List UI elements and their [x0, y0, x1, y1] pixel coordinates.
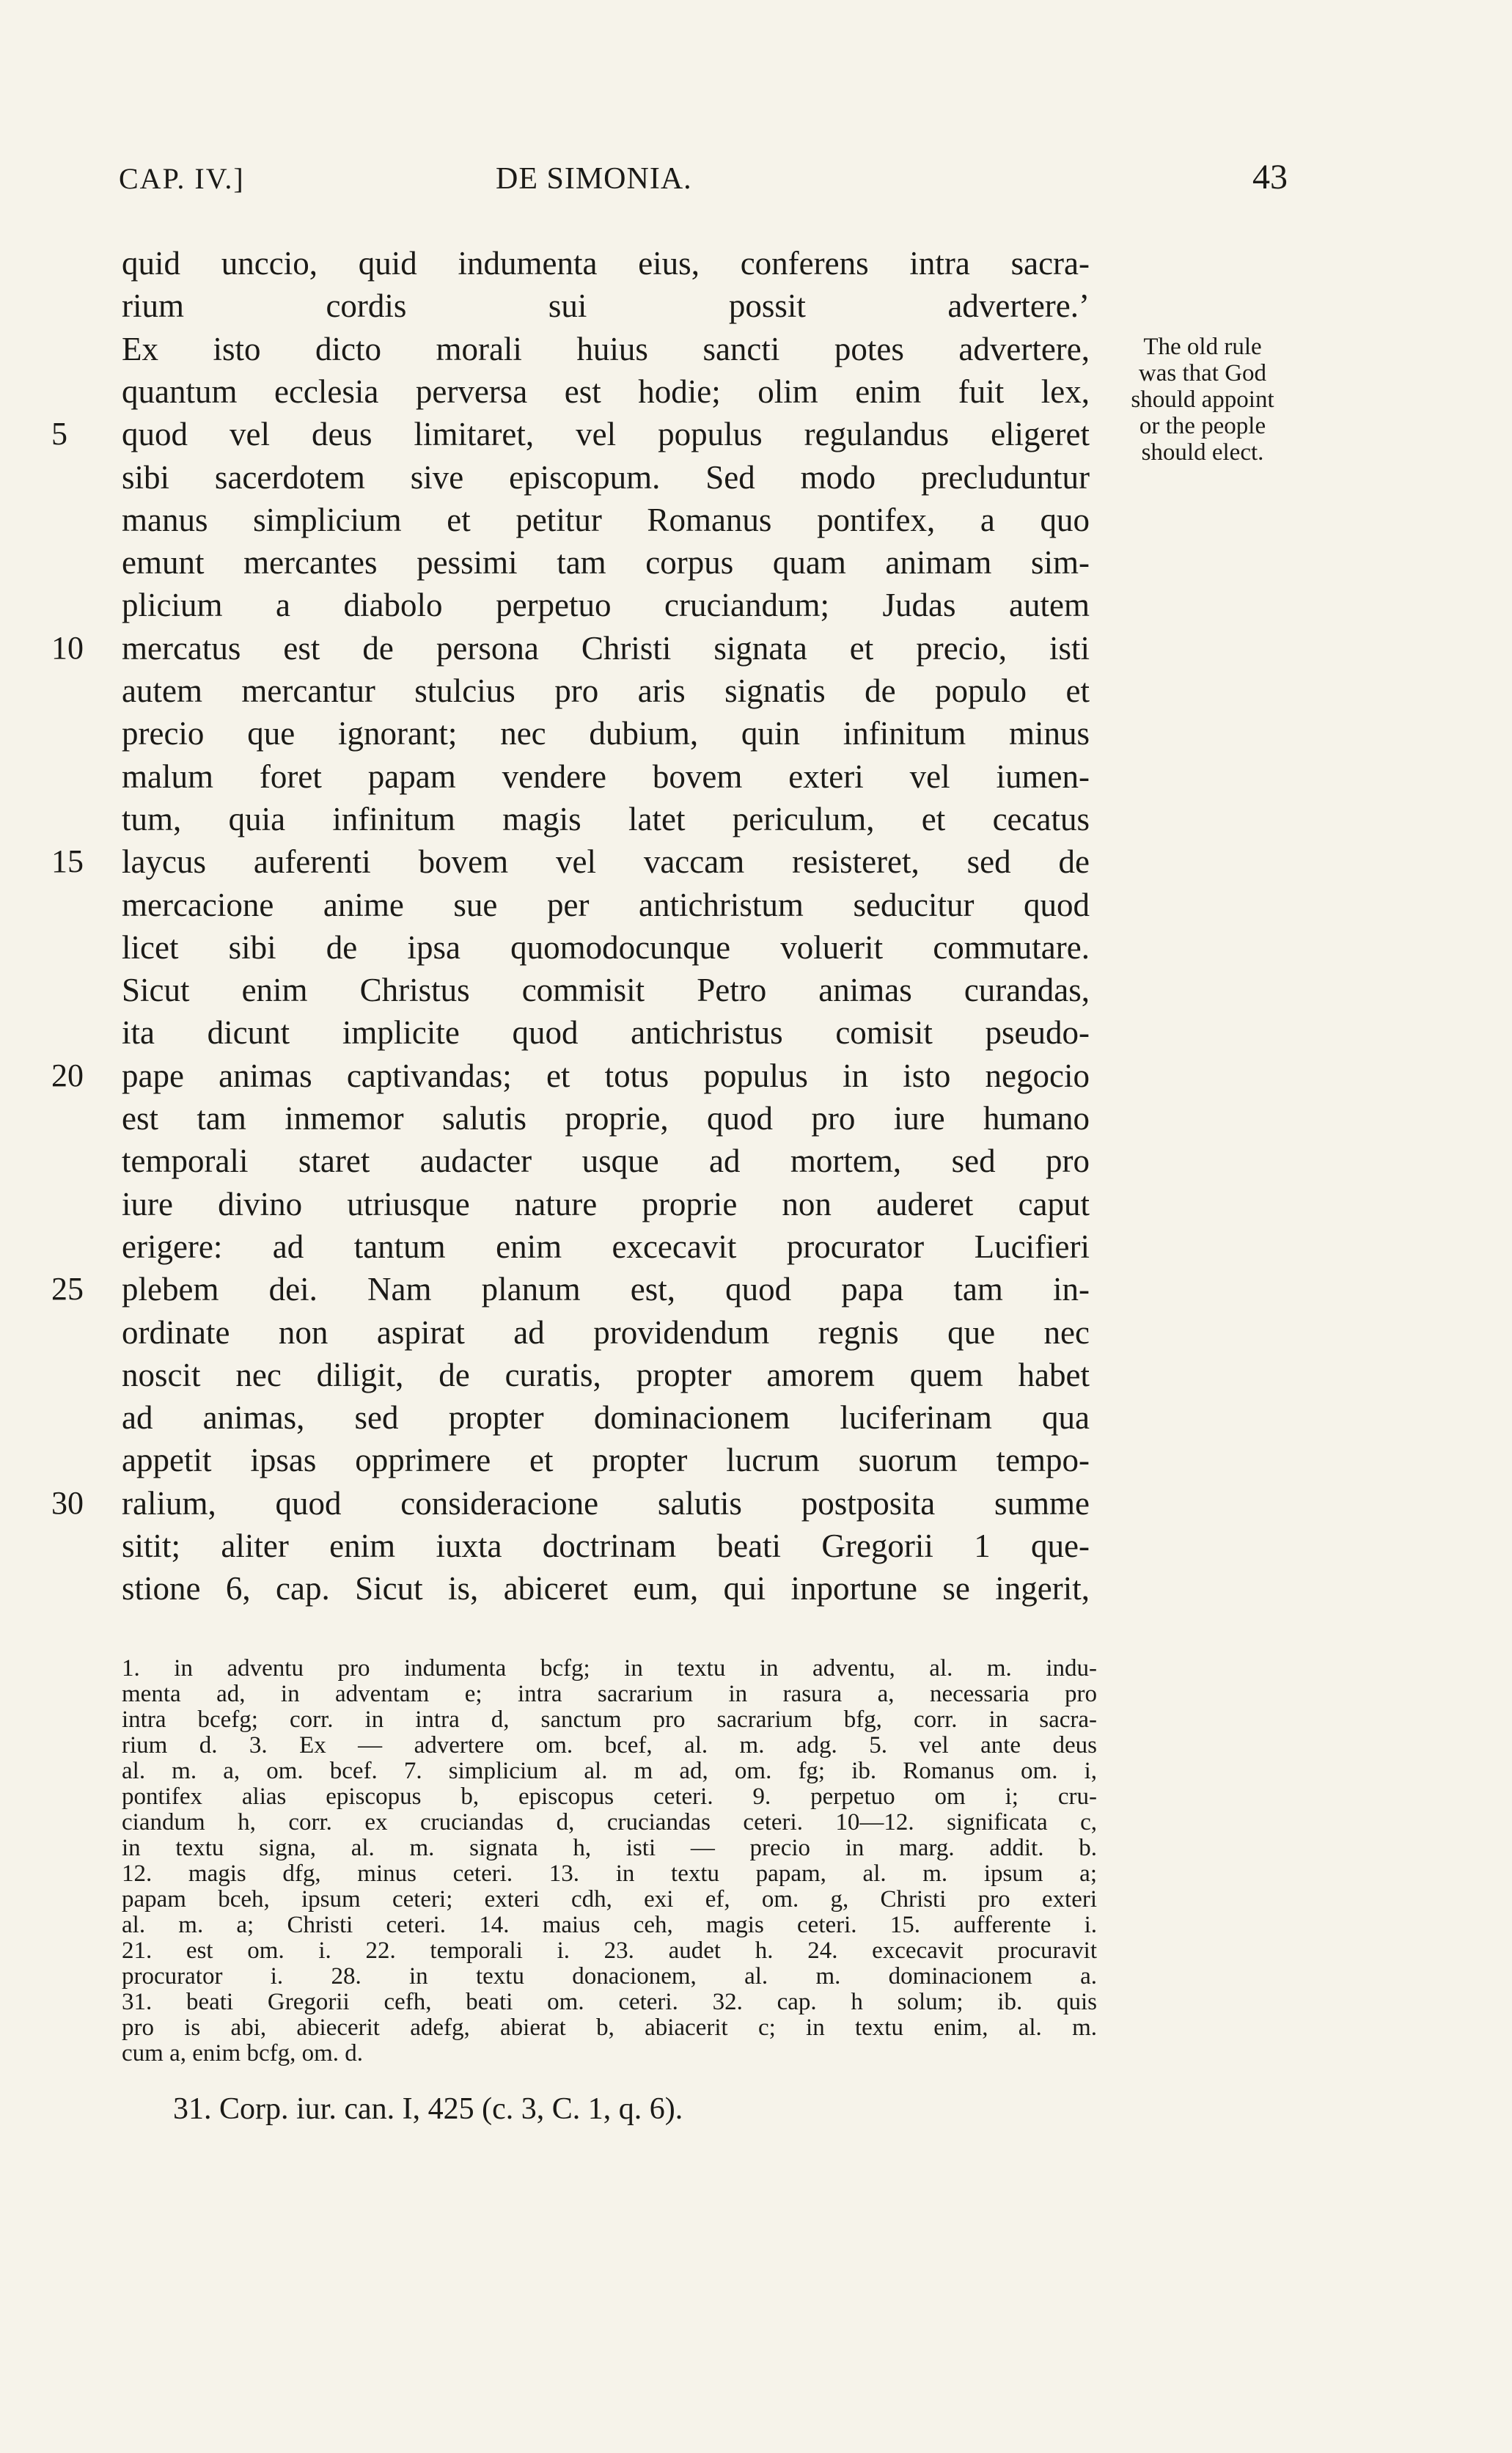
line-number: 10 — [51, 630, 84, 666]
text-line: temporali staret audacter usque ad mortem, sed pro — [122, 1143, 1090, 1179]
text-line: erigere: ad tantum enim excecavit procurator Lucifieri — [122, 1228, 1090, 1265]
text-line: stione 6, cap. Sicut is, abiceret eum, qui inportune se ingerit, — [122, 1570, 1090, 1607]
line-number: 5 — [51, 416, 67, 452]
margin-note-line: was that God — [1138, 360, 1267, 386]
text-line: mercacione anime sue per antichristum seducitur quod — [122, 887, 1090, 923]
text-line: quantum ecclesia perversa est hodie; olim enim fuit lex, — [122, 373, 1090, 410]
footnote-line: 21. est om. i. 22. temporali i. 23. audet h. 24. excecavit procuravit — [122, 1937, 1097, 1964]
source-reference: 31. Corp. iur. can. I, 425 (c. 3, C. 1, q. 6). — [173, 2092, 683, 2126]
footnote-line: 12. magis dfg, minus ceteri. 13. in textu papam, al. m. ipsum a; — [122, 1860, 1097, 1887]
footnote-line: cum a, enim bcfg, om. d. — [122, 2040, 364, 2067]
text-line: pape animas captivandas; et totus populus in isto negocio — [122, 1057, 1090, 1094]
text-line: rium cordis sui possit advertere.’ — [122, 287, 1090, 324]
margin-note — [1115, 334, 1291, 466]
text-line: ad animas, sed propter dominacionem luciferinam qua — [122, 1399, 1090, 1436]
footnote-line: papam bceh, ipsum ceteri; exteri cdh, exi ef, om. g, Christi pro exteri — [122, 1886, 1097, 1913]
footnote-line: in textu signa, al. m. signata h, isti — precio in marg. addit. b. — [122, 1835, 1097, 1861]
text-line: quod vel deus limitaret, vel populus regulandus eligeret — [122, 416, 1090, 452]
text-line: emunt mercantes pessimi tam corpus quam animam sim- — [122, 544, 1090, 581]
text-line: laycus auferenti bovem vel vaccam resisteret, sed de — [122, 843, 1090, 880]
margin-note-line: The old rule — [1143, 334, 1262, 360]
footnote-line: procurator i. 28. in textu donacionem, al. m. dominacionem a. — [122, 1963, 1097, 1990]
text-line: autem mercantur stulcius pro aris signatis de populo et — [122, 672, 1090, 709]
line-number: 20 — [51, 1057, 84, 1093]
text-line: licet sibi de ipsa quomodocunque voluerit commutare. — [122, 929, 1090, 966]
text-line: iure divino utriusque nature proprie non auderet caput — [122, 1186, 1090, 1222]
text-line: quid unccio, quid indumenta eius, conferens intra sacra- — [122, 245, 1090, 282]
text-line: noscit nec diligit, de curatis, propter amorem quem habet — [122, 1357, 1090, 1393]
footnote-line: ciandum h, corr. ex cruciandas d, cruciandas ceteri. 10—12. significata c, — [122, 1809, 1097, 1836]
text-line: est tam inmemor salutis proprie, quod pro iure humano — [122, 1100, 1090, 1137]
text-line: Sicut enim Christus commisit Petro animas curandas, — [122, 972, 1090, 1008]
text-line: ita dicunt implicite quod antichristus comisit pseudo- — [122, 1014, 1090, 1051]
text-line: ralium, quod consideracione salutis postposita summe — [122, 1485, 1090, 1522]
text-line: precio que ignorant; nec dubium, quin infinitum minus — [122, 715, 1090, 752]
line-number: 25 — [51, 1271, 84, 1307]
line-number: 15 — [51, 843, 84, 879]
footnote-line: pontifex alias episcopus b, episcopus ceteri. 9. perpetuo om i; cru- — [122, 1783, 1097, 1810]
footnote-line: menta ad, in adventam e; intra sacrarium in rasura a, necessaria pro — [122, 1681, 1097, 1707]
text-line: Ex isto dicto morali huius sancti potes advertere, — [122, 331, 1090, 367]
footnote-line: pro is abi, abiecerit adefg, abierat b, abiacerit c; in textu enim, al. m. — [122, 2014, 1097, 2041]
footnote-line: 31. beati Gregorii cefh, beati om. ceteri. 32. cap. h solum; ib. quis — [122, 1989, 1097, 2015]
page-number: 43 — [1252, 158, 1288, 197]
chapter-label: CAP. IV.] — [119, 162, 245, 195]
text-line: mercatus est de persona Christi signata et precio, isti — [122, 630, 1090, 667]
text-line: plebem dei. Nam planum est, quod papa tam in- — [122, 1271, 1090, 1308]
footnote-line: intra bcefg; corr. in intra d, sanctum pro sacrarium bfg, corr. in sacra- — [122, 1706, 1097, 1733]
line-number: 30 — [51, 1485, 84, 1521]
footnote-line: 1. in adventu pro indumenta bcfg; in textu in adventu, al. m. indu- — [122, 1655, 1097, 1682]
running-title: DE SIMONIA. — [496, 162, 692, 196]
text-line: sibi sacerdotem sive episcopum. Sed modo precluduntur — [122, 459, 1090, 496]
footnotes-block — [122, 1656, 1097, 2067]
footnote-line: rium d. 3. Ex — advertere om. bcef, al. m. adg. 5. vel ante deus — [122, 1732, 1097, 1759]
footnote-line: al. m. a, om. bcef. 7. simplicium al. m ad, om. fg; ib. Romanus om. i, — [122, 1758, 1097, 1784]
text-line: ordinate non aspirat ad providendum regnis que nec — [122, 1314, 1090, 1351]
text-line: malum foret papam vendere bovem exteri vel iumen- — [122, 758, 1090, 795]
text-line: appetit ipsas opprimere et propter lucrum suorum tempo- — [122, 1442, 1090, 1478]
margin-note-line: should elect. — [1141, 439, 1264, 466]
text-line: tum, quia infinitum magis latet periculum, et cecatus — [122, 801, 1090, 837]
margin-note-line: should appoint — [1131, 386, 1274, 413]
footnote-line: al. m. a; Christi ceteri. 14. maius ceh, magis ceteri. 15. aufferente i. — [122, 1912, 1097, 1938]
text-line: plicium a diabolo perpetuo cruciandum; Judas autem — [122, 587, 1090, 623]
text-line: sitit; aliter enim iuxta doctrinam beati Gregorii 1 que- — [122, 1528, 1090, 1564]
margin-note-line: or the people — [1139, 413, 1266, 439]
text-line: manus simplicium et petitur Romanus pontifex, a quo — [122, 502, 1090, 538]
running-header — [0, 158, 1512, 213]
